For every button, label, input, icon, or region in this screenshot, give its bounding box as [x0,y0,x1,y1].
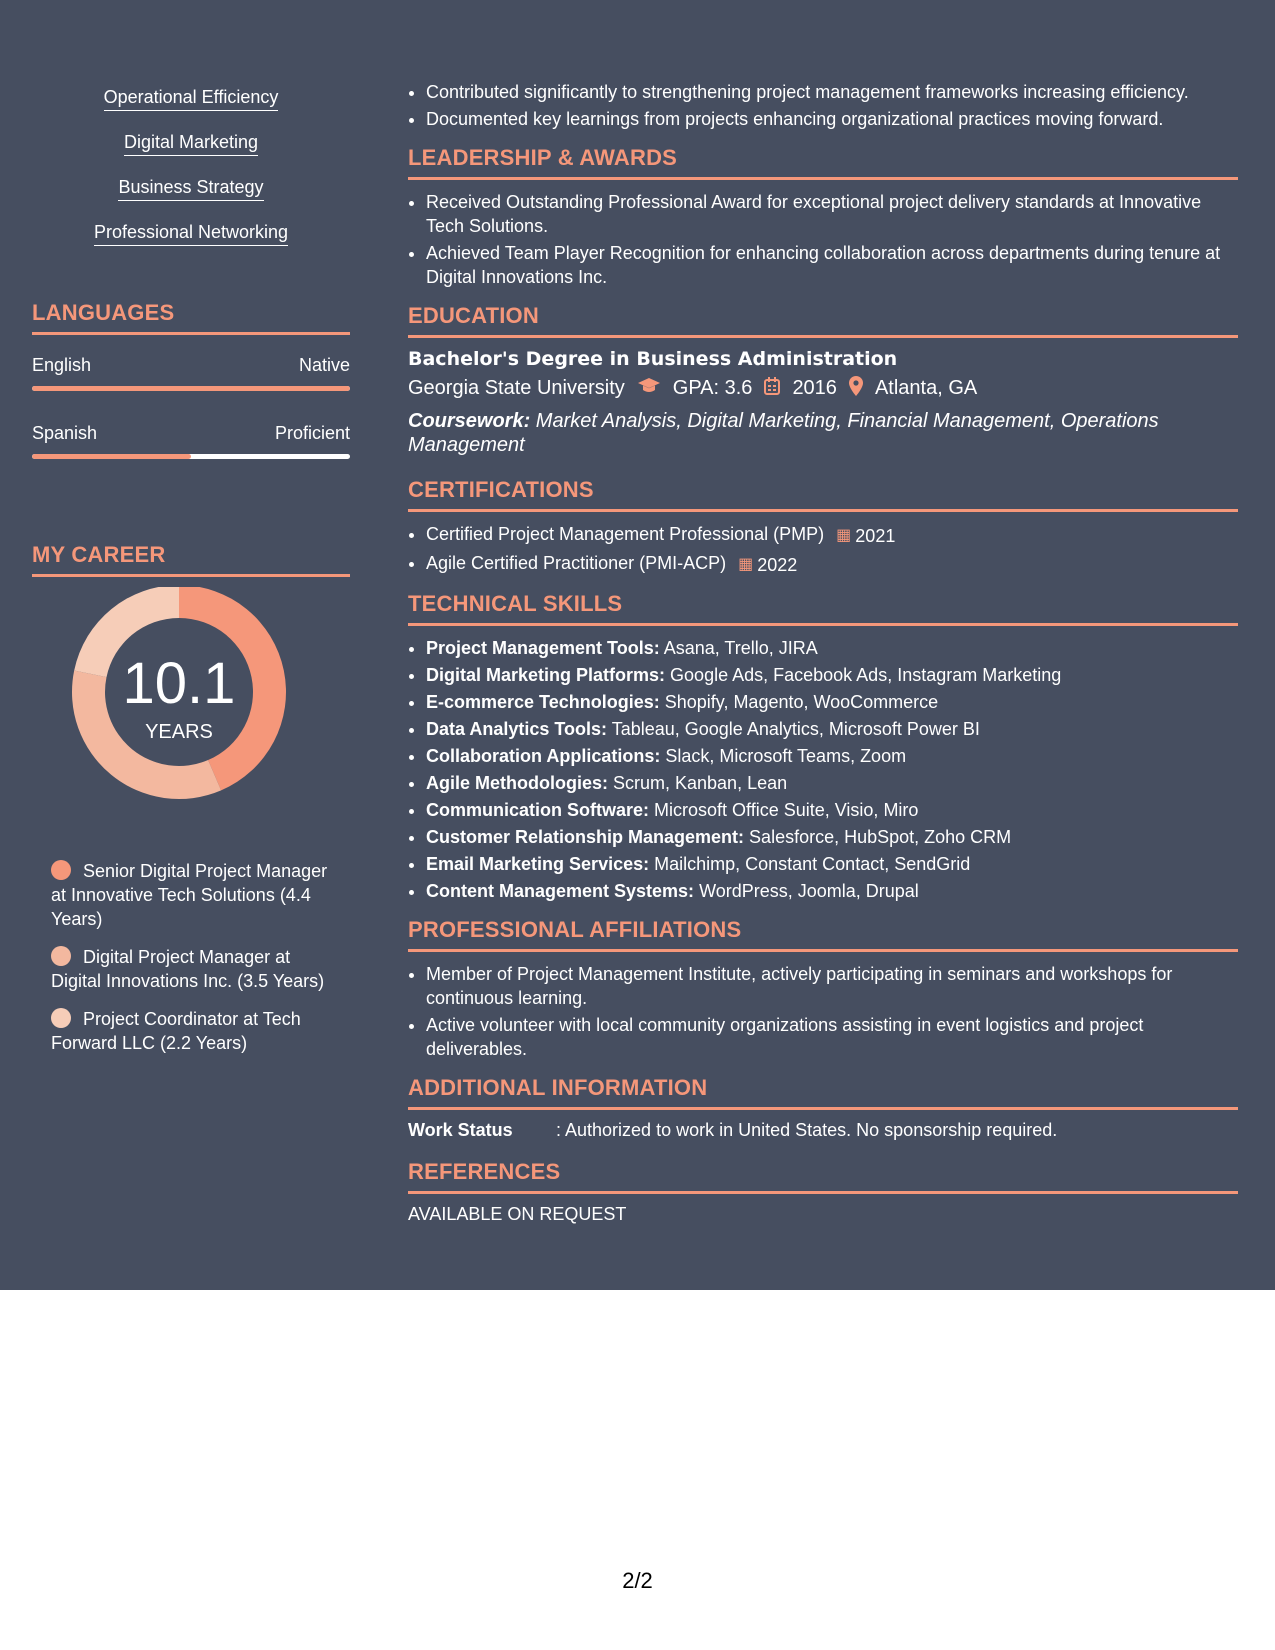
section-heading: EDUCATION [408,303,1238,338]
skill-tags [32,87,350,267]
technical-skill-value: Scrum, Kanban, Lean [608,773,788,793]
technical-skill-value: Tableau, Google Analytics, Microsoft Power BI [607,719,980,739]
career-item-text: Digital Project Manager at Digital Innovations Inc. (3.5 Years) [51,947,325,991]
language-row [32,355,350,376]
technical-skill-item [426,879,1238,903]
career-item [51,1007,331,1055]
legend-dot [51,860,71,880]
coursework-list: Market Analysis, Digital Marketing, Financial Management, Operations Management [408,410,1159,456]
school-name: Georgia State University [408,377,625,399]
certification-name: Certified Project Management Professional (PMP) [426,524,825,544]
technical-skill-value: Mailchimp, Constant Contact, SendGrid [649,854,971,874]
technical-skill-label: Customer Relationship Management: [426,827,745,847]
additional-info-section [408,1075,1238,1141]
certification-year: 2021 [855,526,896,546]
legend-dot [51,1008,71,1028]
affiliation-item: • Active volunteer with local community organizations assisting in event logistics and project deliverables. [426,1013,1238,1061]
skill-tag[interactable]: Professional Networking [94,222,288,246]
language-bar-fill [32,454,191,459]
section-heading: PROFESSIONAL AFFILIATIONS [408,917,1238,952]
degree-title: Bachelor's Degree in Business Administration [408,348,898,370]
technical-skill-item [426,663,1238,687]
career-item [51,859,331,931]
technical-skill-label: Project Management Tools: [426,638,660,658]
leadership-item: • Received Outstanding Professional Award for exceptional project delivery standards at Innovative Tech Solutions. [426,190,1238,238]
work-status-row [408,1120,1238,1141]
language-bar [32,386,350,391]
skill-tag[interactable]: Digital Marketing [124,132,258,156]
career-item [51,945,331,993]
technical-skill-value: Asana, Trello, JIRA [659,638,818,658]
graduation-year: 2016 [792,377,837,399]
technical-skill-value: Google Ads, Facebook Ads, Instagram Marketing [665,665,1062,685]
experience-bullets [408,80,1238,131]
section-heading: CERTIFICATIONS [408,477,1238,512]
experience-bullet: • Documented key learnings from projects enhancing organizational practices moving forward. [426,107,1238,131]
technical-skill-value: Salesforce, HubSpot, Zoho CRM [744,827,1012,847]
page-number: 2/2 [622,1568,653,1593]
certification-year: 2022 [757,555,798,575]
technical-skill-value: Slack, Microsoft Teams, Zoom [660,746,907,766]
leadership-section [408,145,1238,289]
technical-skill-label: Data Analytics Tools: [426,719,608,739]
education-meta [408,376,1238,401]
career-total: 10.1 [122,651,236,716]
career-section [32,542,350,1069]
education-location: Atlanta, GA [874,377,978,399]
section-heading: ADDITIONAL INFORMATION [408,1075,1238,1110]
technical-skill-label: Email Marketing Services: [426,854,650,874]
language-row [32,423,350,444]
career-item-text: Senior Digital Project Manager at Innovative Tech Solutions (4.4 Years) [51,861,328,929]
section-heading: REFERENCES [408,1159,1238,1194]
affiliation-item: • Member of Project Management Institute, actively participating in seminars and workshops for continuous learning. [426,962,1238,1010]
certification-item [426,551,1238,577]
section-heading: TECHNICAL SKILLS [408,591,1238,626]
coursework-label: Coursework: [408,410,531,432]
career-list [32,859,331,1055]
career-item-text: Project Coordinator at Tech Forward LLC (2.2 Years) [51,1009,301,1053]
coursework [408,409,1238,457]
location-pin-icon [849,376,863,401]
technical-skill-value: Shopify, Magento, WooCommerce [659,692,939,712]
certifications-section [408,477,1238,577]
leadership-item: • Achieved Team Player Recognition for enhancing collaboration across departments during tenure at Digital Innovations Inc. [426,241,1238,289]
languages-section [32,300,350,459]
gpa: GPA: 3.6 [672,377,753,399]
certification-name: Agile Certified Practitioner (PMI-ACP) [426,553,727,573]
calendar-icon: ▦ [836,527,852,544]
career-donut-chart [32,587,350,837]
right-column [408,0,1238,1225]
technical-skill-value: Microsoft Office Suite, Visio, Miro [649,800,919,820]
technical-skill-item [426,798,1238,822]
technical-skill-label: Agile Methodologies: [426,773,608,793]
technical-skills-section [408,591,1238,903]
technical-skill-item [426,771,1238,795]
section-heading: LANGUAGES [32,300,350,335]
education-section [408,303,1238,457]
section-heading: MY CAREER [32,542,350,577]
technical-skill-label: Content Management Systems: [426,881,695,901]
language-bar-fill [32,386,350,391]
work-status-label: Work Status [408,1120,513,1140]
language-level: Proficient [274,423,350,443]
calendar-icon: ▦ [738,556,754,573]
career-unit: YEARS [145,721,213,743]
graduation-cap-icon [637,377,661,400]
leadership-list [408,190,1238,289]
section-heading: LEADERSHIP & AWARDS [408,145,1238,180]
technical-skill-item [426,690,1238,714]
experience-bullet: • Contributed significantly to strengthening project management frameworks increasing efficiency. [426,80,1238,104]
technical-skills-list [408,636,1238,903]
technical-skill-label: Collaboration Applications: [426,746,661,766]
work-status-value: : Authorized to work in United States. No sponsorship required. [556,1120,1058,1140]
calendar-icon [764,377,780,400]
certification-list [408,522,1238,577]
technical-skill-item [426,744,1238,768]
references-text: AVAILABLE ON REQUEST [408,1204,627,1224]
skill-tag[interactable]: Operational Efficiency [104,87,279,111]
affiliations-section [408,917,1238,1061]
technical-skill-item [426,636,1238,660]
certification-item [426,522,1238,548]
technical-skill-value: WordPress, Joomla, Drupal [694,881,919,901]
language-level: Native [298,355,350,375]
language-name: English [32,355,92,375]
technical-skill-label: Communication Software: [426,800,650,820]
technical-skill-item [426,825,1238,849]
skill-tag[interactable]: Business Strategy [118,177,263,201]
technical-skill-label: Digital Marketing Platforms: [426,665,666,685]
language-name: Spanish [32,423,98,443]
technical-skill-label: E-commerce Technologies: [426,692,660,712]
technical-skill-item [426,717,1238,741]
technical-skill-item [426,852,1238,876]
references-section [408,1159,1238,1225]
affiliations-list [408,962,1238,1061]
language-bar [32,454,350,459]
legend-dot [51,946,71,966]
